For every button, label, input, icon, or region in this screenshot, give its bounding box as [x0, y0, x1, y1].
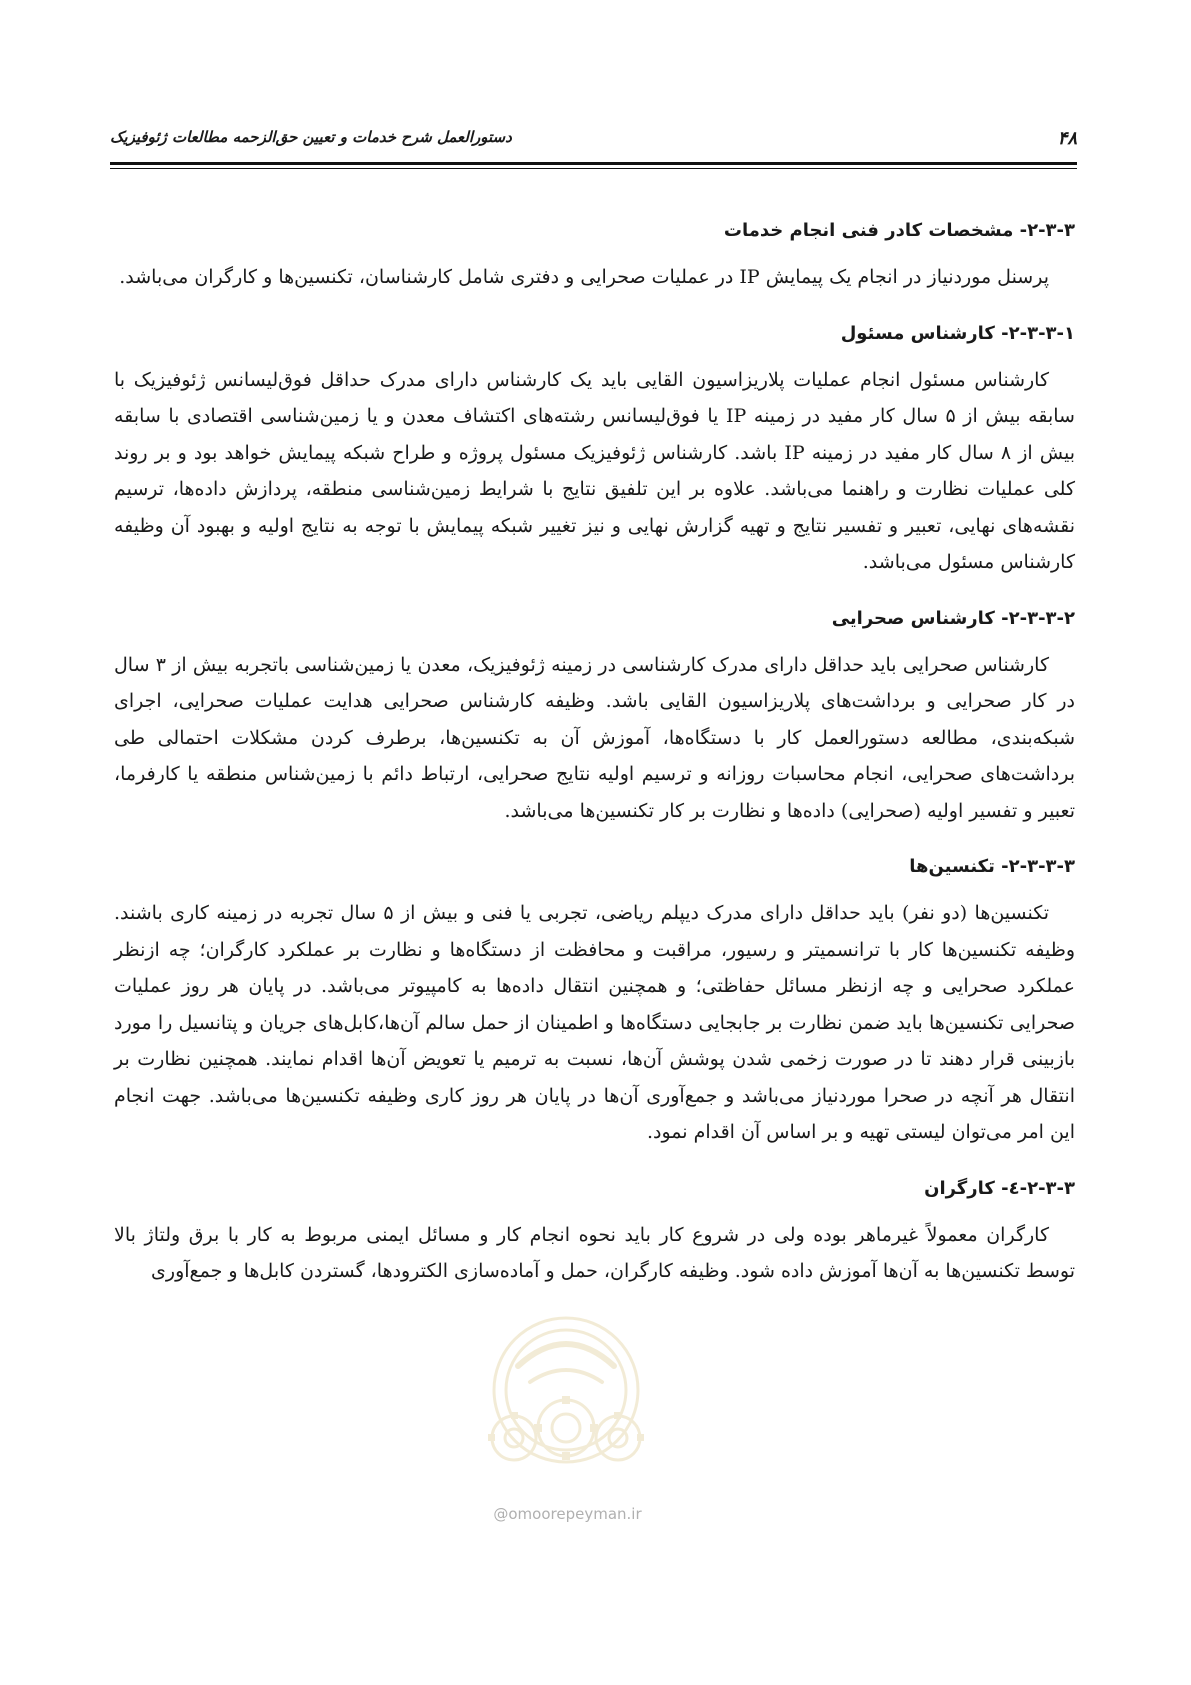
section-spacer [114, 296, 1075, 318]
section-technical-staff [114, 215, 1075, 296]
header-rule-thin [110, 168, 1077, 169]
section-heading: ۲-۳-۳-٤- کارگران [924, 1177, 1075, 1199]
section-paragraph: کارشناس مسئول انجام عملیات پلاریزاسیون القایی باید یک کارشناس دارای مدرک حداقل فوق‌لیسانس ژئوفیزیک با سابقه بیش از ۵ سال کار مفید در زمینه IP یا فوق‌لیسانس رشته‌های اکتشاف معدن و یا زمین‌شناسی اقتصادی با سابقه بیش از ۸ سال کار مفید در زمینه IP باشد. کارشناس ژئوفیزیک مسئول پروژه و طراح شبکه پیمایش خواهد بود و بر روند کلی عملیات نظارت و راهنما می‌باشد. علاوه بر این تلفیق نتایج با شرایط زمین‌شناسی منطقه، پردازش داده‌ها، ترسیم نقشه‌های نهایی، تعبیر و تفسیر نتایج و تهیه گزارش نهایی و نیز تغییر شبکه پیمایش با توجه به نتایج اولیه و بهبود آن وظیفه کارشناس مسئول می‌باشد. [114, 368, 1075, 573]
page-header [110, 124, 1077, 158]
section-responsible-expert [114, 318, 1075, 581]
section-workers [114, 1173, 1075, 1290]
section-paragraph: تکنسین‌ها (دو نفر) باید حداقل دارای مدرک دیپلم ریاضی، تجربی یا فنی و بیش از ۵ سال تجربه در زمینه کاری باشند. وظیفه تکنسین‌ها کار با ترانسمیتر و رسیور، مراقبت و محافظت از دستگاه‌ها و نظارت بر عملکرد کارگران؛ چه ازنظر عملکرد صحرایی و چه ازنظر مسائل حفاظتی؛ و همچنین انتقال داده‌ها به کامپیوتر می‌باشد. در پایان هر روز عملیات صحرایی تکنسین‌ها باید ضمن نظارت بر جابجایی دستگاه‌ها و اطمینان از حمل سالم آن‌ها،کابل‌های جریان و پتانسیل را مورد بازبینی قرار دهند تا در صورت زخمی شدن پوشش آن‌ها، نسبت به ترمیم یا تعویض آن‌ها اقدام نمایند. همچنین نظارت بر انتقال هر آنچه در صحرا موردنیاز می‌باشد و جمع‌آوری آن‌ها در پایان هر روز کاری وظیفه تکنسین‌ها می‌باشد. جهت انجام این امر می‌توان لیستی تهیه و بر اساس آن اقدام نمود. [114, 902, 1075, 1143]
watermark-caption: @omoorepeyman.ir [493, 1505, 642, 1523]
section-paragraph: کارشناس صحرایی باید حداقل دارای مدرک کارشناسی در زمینه ژئوفیزیک، معدن یا زمین‌شناسی باتجربه بیش از ۳ سال در کار صحرایی و برداشت‌های پلاریزاسیون القایی باشد. وظیفه کارشناس صحرایی هدایت عملیات صحرایی، اجرای شبکه‌بندی، مطالعه دستورالعمل کار با دستگاه‌ها، آموزش آن به تکنسین‌ها، برطرف کردن مشکلات احتمالی طی برداشت‌های صحرایی، انجام محاسبات روزانه و ترسیم اولیه نتایج صحرایی، ارتباط دائم با زمین‌شناس منطقه یا کارفرما، تعبیر و تفسیر اولیه (صحرایی) داده‌ها و نظارت بر کار تکنسین‌ها می‌باشد. [114, 653, 1075, 822]
section-spacer [114, 829, 1075, 851]
section-heading: ۲-۳-۳-۲- کارشناس صحرایی [831, 607, 1075, 629]
section-paragraph: کارگران معمولاً غیرماهر بوده ولی در شروع کار باید نحوه انجام کار و مسائل ایمنی مربوط به کار با برق ولتاژ بالا توسط تکنسین‌ها به آن‌ها آموزش داده شود. وظیفه کارگران، حمل و آماده‌سازی الکترودها، گستردن کابل‌ها و جمع‌آوری [114, 1223, 1075, 1282]
document-body [114, 215, 1075, 1290]
section-spacer [114, 1151, 1075, 1173]
section-field-expert [114, 603, 1075, 830]
header-rule-thick [110, 162, 1077, 165]
gear-logo-icon [476, 1300, 656, 1500]
section-technicians [114, 851, 1075, 1151]
section-paragraph: پرسنل موردنیاز در انجام یک پیمایش IP در عملیات صحرایی و دفتری شامل کارشناسان، تکنسین‌ها و کارگران می‌باشد. [119, 266, 1049, 288]
section-spacer [114, 581, 1075, 603]
page-number: ۴۸ [1057, 128, 1077, 149]
running-title: دستورالعمل شرح خدمات و تعیین حق‌الزحمه مطالعات ژئوفیزیک [110, 128, 512, 146]
watermark-logo [476, 1300, 656, 1500]
section-heading: ۲-۳-۳- مشخصات کادر فنی انجام خدمات [723, 220, 1075, 241]
section-heading: ۲-۳-۳-۳- تکنسین‌ها [909, 856, 1075, 877]
section-heading: ۲-۳-۳-۱- کارشناس مسئول [840, 322, 1075, 344]
